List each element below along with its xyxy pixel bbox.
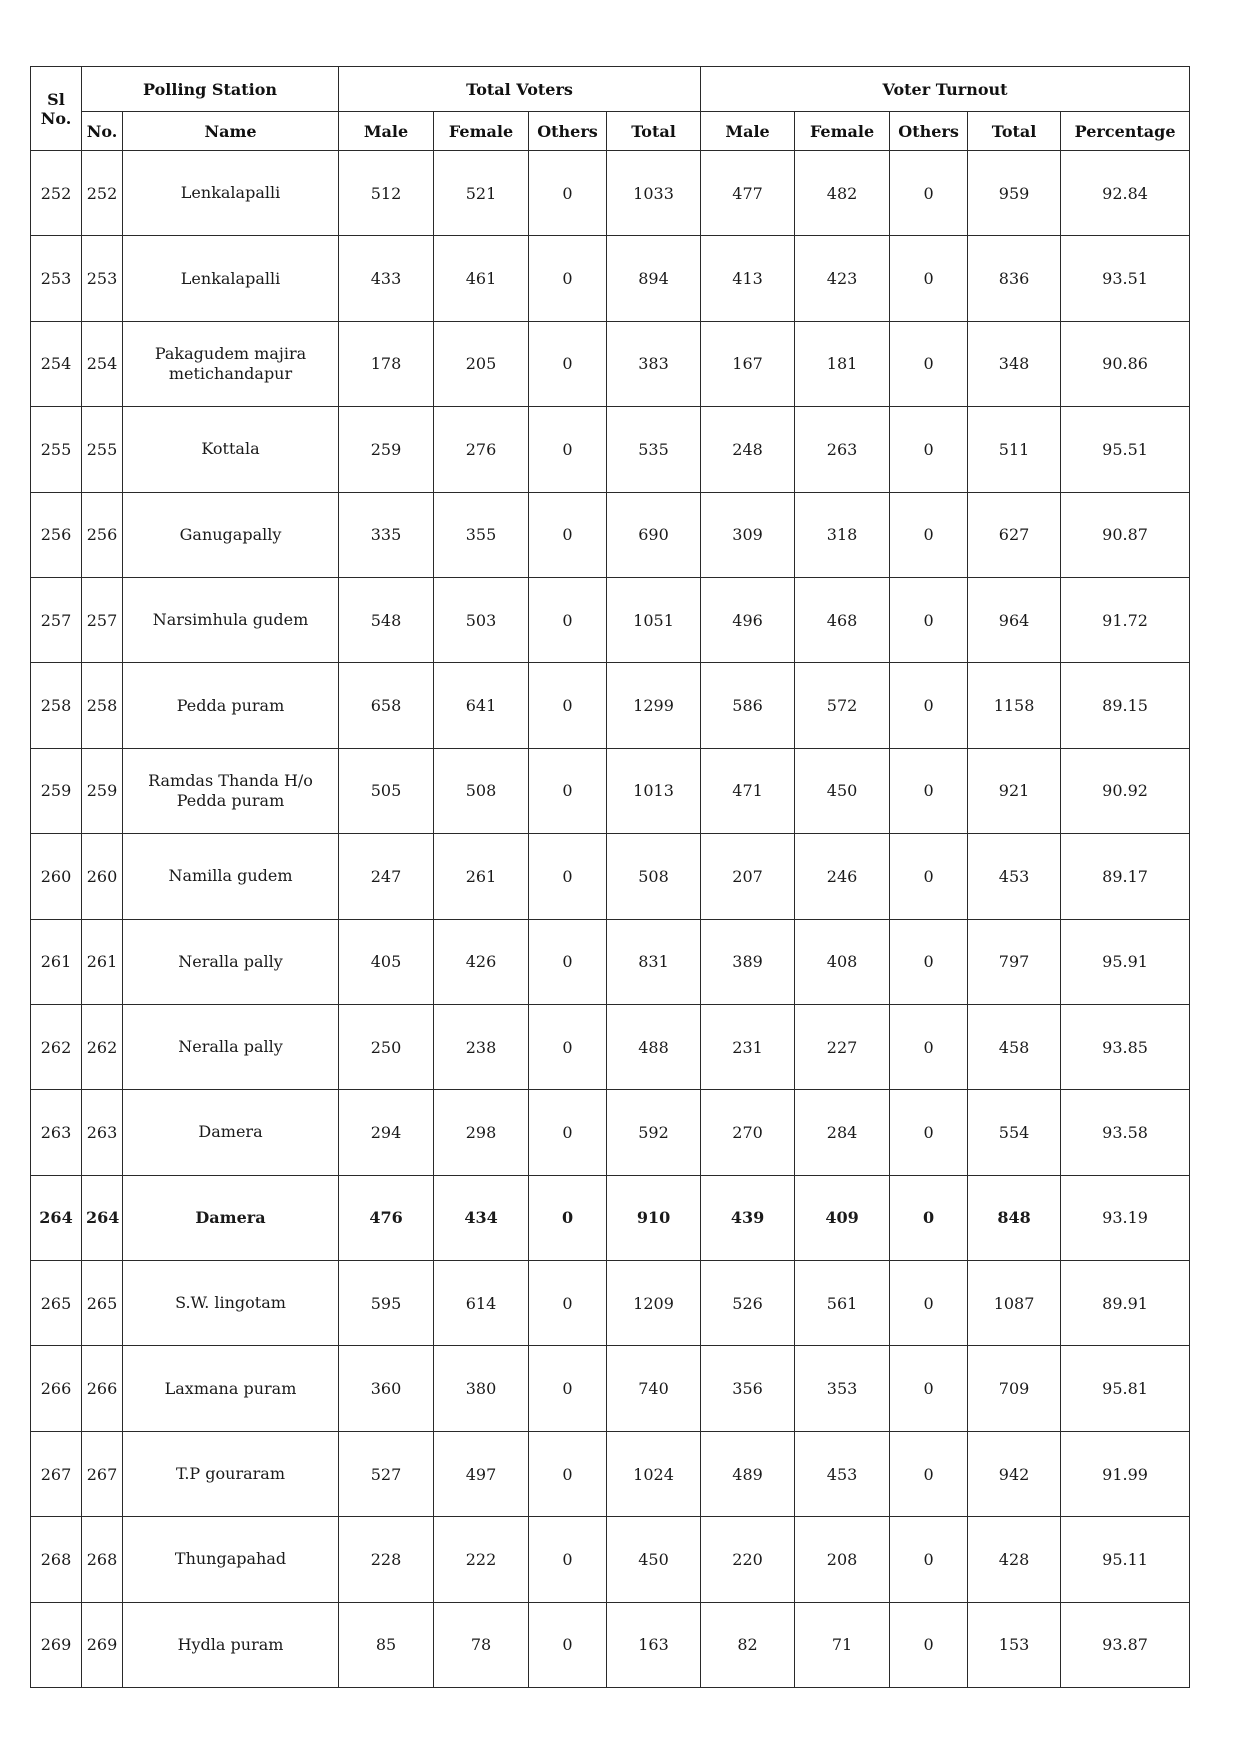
tv-male-cell: 250 xyxy=(339,1004,434,1089)
station-no-cell: 252 xyxy=(82,151,123,236)
tv-total-cell: 831 xyxy=(607,919,701,1004)
tv-female-cell: 497 xyxy=(434,1431,529,1516)
tv-male-cell: 505 xyxy=(339,748,434,833)
tv-male-cell: 85 xyxy=(339,1602,434,1687)
tv-others-cell: 0 xyxy=(529,407,607,492)
station-no-cell: 256 xyxy=(82,492,123,577)
total-voters-header: Total Voters xyxy=(339,67,701,112)
tv-male-cell: 527 xyxy=(339,1431,434,1516)
tv-female-cell: 78 xyxy=(434,1602,529,1687)
tv-female-cell: 434 xyxy=(434,1175,529,1260)
table-row xyxy=(31,919,1190,1004)
table-row xyxy=(31,1346,1190,1431)
tv-male-cell: 259 xyxy=(339,407,434,492)
station-no-cell: 260 xyxy=(82,834,123,919)
vt-others-cell: 0 xyxy=(890,834,968,919)
station-name-cell: Pedda puram xyxy=(123,663,339,748)
vt-others-cell: 0 xyxy=(890,492,968,577)
percentage-cell: 95.51 xyxy=(1061,407,1190,492)
tv-male-cell: 294 xyxy=(339,1090,434,1175)
percentage-cell: 95.91 xyxy=(1061,919,1190,1004)
sl-cell: 260 xyxy=(31,834,82,919)
vt-male-cell: 220 xyxy=(701,1517,795,1602)
vt-total-cell: 836 xyxy=(968,236,1061,321)
sl-cell: 259 xyxy=(31,748,82,833)
table-row xyxy=(31,663,1190,748)
station-name-cell: Laxmana puram xyxy=(123,1346,339,1431)
tv-male-cell: 335 xyxy=(339,492,434,577)
tv-female-header: Female xyxy=(434,112,529,151)
vt-female-cell: 468 xyxy=(795,577,890,662)
station-no-cell: 269 xyxy=(82,1602,123,1687)
station-no-cell: 262 xyxy=(82,1004,123,1089)
station-no-cell: 268 xyxy=(82,1517,123,1602)
station-name-cell: Lenkalapalli xyxy=(123,236,339,321)
vt-female-cell: 284 xyxy=(795,1090,890,1175)
header-row-sub xyxy=(31,112,1190,151)
tv-male-header: Male xyxy=(339,112,434,151)
station-no-cell: 255 xyxy=(82,407,123,492)
sl-cell: 261 xyxy=(31,919,82,1004)
tv-male-cell: 228 xyxy=(339,1517,434,1602)
percentage-cell: 93.58 xyxy=(1061,1090,1190,1175)
tv-others-cell: 0 xyxy=(529,151,607,236)
vt-total-cell: 348 xyxy=(968,321,1061,406)
sl-cell: 267 xyxy=(31,1431,82,1516)
vt-others-cell: 0 xyxy=(890,1602,968,1687)
tv-others-cell: 0 xyxy=(529,919,607,1004)
sl-cell: 252 xyxy=(31,151,82,236)
vt-male-cell: 82 xyxy=(701,1602,795,1687)
station-name-cell: Narsimhula gudem xyxy=(123,577,339,662)
tv-female-cell: 508 xyxy=(434,748,529,833)
vt-others-cell: 0 xyxy=(890,1431,968,1516)
vt-male-cell: 439 xyxy=(701,1175,795,1260)
vt-female-cell: 450 xyxy=(795,748,890,833)
sl-cell: 254 xyxy=(31,321,82,406)
sl-cell: 255 xyxy=(31,407,82,492)
vt-others-cell: 0 xyxy=(890,321,968,406)
sl-cell: 269 xyxy=(31,1602,82,1687)
sl-cell: 266 xyxy=(31,1346,82,1431)
tv-others-cell: 0 xyxy=(529,1431,607,1516)
station-no-cell: 264 xyxy=(82,1175,123,1260)
vt-others-header: Others xyxy=(890,112,968,151)
station-no-cell: 261 xyxy=(82,919,123,1004)
tv-total-cell: 508 xyxy=(607,834,701,919)
tv-others-cell: 0 xyxy=(529,492,607,577)
tv-total-header: Total xyxy=(607,112,701,151)
tv-total-cell: 383 xyxy=(607,321,701,406)
vt-male-cell: 207 xyxy=(701,834,795,919)
station-name-cell: Damera xyxy=(123,1175,339,1260)
vt-total-cell: 428 xyxy=(968,1517,1061,1602)
table-row xyxy=(31,1090,1190,1175)
percentage-cell: 93.85 xyxy=(1061,1004,1190,1089)
percentage-cell: 89.17 xyxy=(1061,834,1190,919)
sl-cell: 264 xyxy=(31,1175,82,1260)
tv-total-cell: 1299 xyxy=(607,663,701,748)
vt-others-cell: 0 xyxy=(890,663,968,748)
tv-female-cell: 641 xyxy=(434,663,529,748)
tv-female-cell: 503 xyxy=(434,577,529,662)
tv-others-cell: 0 xyxy=(529,1090,607,1175)
vt-total-cell: 959 xyxy=(968,151,1061,236)
tv-female-cell: 521 xyxy=(434,151,529,236)
percentage-cell: 90.92 xyxy=(1061,748,1190,833)
tv-total-cell: 740 xyxy=(607,1346,701,1431)
tv-female-cell: 205 xyxy=(434,321,529,406)
vt-total-cell: 709 xyxy=(968,1346,1061,1431)
vt-others-cell: 0 xyxy=(890,151,968,236)
vt-female-cell: 318 xyxy=(795,492,890,577)
vt-total-cell: 964 xyxy=(968,577,1061,662)
tv-others-cell: 0 xyxy=(529,321,607,406)
vt-male-cell: 471 xyxy=(701,748,795,833)
table-row xyxy=(31,321,1190,406)
percentage-cell: 95.11 xyxy=(1061,1517,1190,1602)
tv-others-cell: 0 xyxy=(529,663,607,748)
vt-male-cell: 586 xyxy=(701,663,795,748)
station-name-cell: S.W. lingotam xyxy=(123,1261,339,1346)
vt-others-cell: 0 xyxy=(890,1346,968,1431)
vt-total-cell: 1087 xyxy=(968,1261,1061,1346)
sl-cell: 268 xyxy=(31,1517,82,1602)
table-row xyxy=(31,577,1190,662)
tv-total-cell: 592 xyxy=(607,1090,701,1175)
tv-others-header: Others xyxy=(529,112,607,151)
vt-total-cell: 921 xyxy=(968,748,1061,833)
table-row xyxy=(31,492,1190,577)
voter-turnout-header: Voter Turnout xyxy=(701,67,1190,112)
tv-others-cell: 0 xyxy=(529,1175,607,1260)
percentage-cell: 93.19 xyxy=(1061,1175,1190,1260)
vt-others-cell: 0 xyxy=(890,577,968,662)
vt-female-cell: 408 xyxy=(795,919,890,1004)
vt-female-cell: 208 xyxy=(795,1517,890,1602)
tv-male-cell: 247 xyxy=(339,834,434,919)
vt-total-header: Total xyxy=(968,112,1061,151)
tv-total-cell: 450 xyxy=(607,1517,701,1602)
vt-male-cell: 389 xyxy=(701,919,795,1004)
tv-others-cell: 0 xyxy=(529,834,607,919)
station-no-cell: 263 xyxy=(82,1090,123,1175)
tv-others-cell: 0 xyxy=(529,1517,607,1602)
table-row xyxy=(31,236,1190,321)
percentage-cell: 93.87 xyxy=(1061,1602,1190,1687)
table-row xyxy=(31,407,1190,492)
vt-male-cell: 526 xyxy=(701,1261,795,1346)
vt-total-cell: 453 xyxy=(968,834,1061,919)
station-name-cell: Hydla puram xyxy=(123,1602,339,1687)
percentage-cell: 95.81 xyxy=(1061,1346,1190,1431)
percentage-cell: 91.72 xyxy=(1061,577,1190,662)
station-no-cell: 258 xyxy=(82,663,123,748)
vt-male-cell: 477 xyxy=(701,151,795,236)
vt-total-cell: 511 xyxy=(968,407,1061,492)
vt-female-cell: 453 xyxy=(795,1431,890,1516)
vt-others-cell: 0 xyxy=(890,1261,968,1346)
tv-female-cell: 238 xyxy=(434,1004,529,1089)
station-name-cell: Neralla pally xyxy=(123,919,339,1004)
tv-male-cell: 476 xyxy=(339,1175,434,1260)
vt-others-cell: 0 xyxy=(890,919,968,1004)
table-row xyxy=(31,1517,1190,1602)
table-row xyxy=(31,1004,1190,1089)
station-name-cell: Thungapahad xyxy=(123,1517,339,1602)
tv-total-cell: 1024 xyxy=(607,1431,701,1516)
vt-total-cell: 153 xyxy=(968,1602,1061,1687)
tv-male-cell: 658 xyxy=(339,663,434,748)
vt-total-cell: 942 xyxy=(968,1431,1061,1516)
tv-others-cell: 0 xyxy=(529,1261,607,1346)
tv-male-cell: 512 xyxy=(339,151,434,236)
station-name-cell: Kottala xyxy=(123,407,339,492)
vt-male-cell: 231 xyxy=(701,1004,795,1089)
station-no-cell: 254 xyxy=(82,321,123,406)
sl-cell: 256 xyxy=(31,492,82,577)
percentage-cell: 90.87 xyxy=(1061,492,1190,577)
station-no-cell: 265 xyxy=(82,1261,123,1346)
vt-female-cell: 409 xyxy=(795,1175,890,1260)
tv-female-cell: 461 xyxy=(434,236,529,321)
station-no-cell: 266 xyxy=(82,1346,123,1431)
vt-others-cell: 0 xyxy=(890,748,968,833)
tv-total-cell: 910 xyxy=(607,1175,701,1260)
name-header: Name xyxy=(123,112,339,151)
percentage-cell: 91.99 xyxy=(1061,1431,1190,1516)
vt-male-cell: 413 xyxy=(701,236,795,321)
vt-male-cell: 309 xyxy=(701,492,795,577)
station-name-cell: Namilla gudem xyxy=(123,834,339,919)
tv-others-cell: 0 xyxy=(529,1602,607,1687)
tv-female-cell: 426 xyxy=(434,919,529,1004)
station-no-cell: 253 xyxy=(82,236,123,321)
vt-total-cell: 554 xyxy=(968,1090,1061,1175)
vt-female-cell: 482 xyxy=(795,151,890,236)
vt-male-cell: 248 xyxy=(701,407,795,492)
tv-others-cell: 0 xyxy=(529,236,607,321)
tv-total-cell: 690 xyxy=(607,492,701,577)
sl-cell: 263 xyxy=(31,1090,82,1175)
vt-total-cell: 627 xyxy=(968,492,1061,577)
sl-cell: 258 xyxy=(31,663,82,748)
vt-female-cell: 353 xyxy=(795,1346,890,1431)
percentage-cell: 92.84 xyxy=(1061,151,1190,236)
vt-others-cell: 0 xyxy=(890,1517,968,1602)
vt-female-header: Female xyxy=(795,112,890,151)
vt-female-cell: 263 xyxy=(795,407,890,492)
tv-total-cell: 1033 xyxy=(607,151,701,236)
table-row xyxy=(31,834,1190,919)
vt-others-cell: 0 xyxy=(890,407,968,492)
tv-total-cell: 535 xyxy=(607,407,701,492)
tv-male-cell: 433 xyxy=(339,236,434,321)
vt-male-header: Male xyxy=(701,112,795,151)
table-row xyxy=(31,1431,1190,1516)
tv-female-cell: 298 xyxy=(434,1090,529,1175)
tv-female-cell: 261 xyxy=(434,834,529,919)
station-name-cell: Ganugapally xyxy=(123,492,339,577)
station-no-cell: 267 xyxy=(82,1431,123,1516)
tv-female-cell: 355 xyxy=(434,492,529,577)
vt-others-cell: 0 xyxy=(890,1175,968,1260)
station-name-cell: Lenkalapalli xyxy=(123,151,339,236)
vt-female-cell: 71 xyxy=(795,1602,890,1687)
tv-total-cell: 1013 xyxy=(607,748,701,833)
percentage-cell: 90.86 xyxy=(1061,321,1190,406)
header-row-top xyxy=(31,67,1190,112)
vt-total-cell: 797 xyxy=(968,919,1061,1004)
tv-male-cell: 548 xyxy=(339,577,434,662)
tv-others-cell: 0 xyxy=(529,748,607,833)
tv-total-cell: 1209 xyxy=(607,1261,701,1346)
sl-no-header: Sl No. xyxy=(31,67,82,151)
station-name-cell: Neralla pally xyxy=(123,1004,339,1089)
polling-station-header: Polling Station xyxy=(82,67,339,112)
tv-total-cell: 894 xyxy=(607,236,701,321)
vt-male-cell: 356 xyxy=(701,1346,795,1431)
tv-female-cell: 276 xyxy=(434,407,529,492)
vt-female-cell: 561 xyxy=(795,1261,890,1346)
vt-male-cell: 167 xyxy=(701,321,795,406)
station-no-cell: 257 xyxy=(82,577,123,662)
station-name-cell: Ramdas Thanda H/o Pedda puram xyxy=(123,748,339,833)
table-row xyxy=(31,748,1190,833)
table-row xyxy=(31,1261,1190,1346)
tv-male-cell: 405 xyxy=(339,919,434,1004)
tv-male-cell: 595 xyxy=(339,1261,434,1346)
table-row xyxy=(31,1175,1190,1260)
percentage-cell: 89.91 xyxy=(1061,1261,1190,1346)
vt-female-cell: 227 xyxy=(795,1004,890,1089)
station-name-cell: T.P gouraram xyxy=(123,1431,339,1516)
percentage-cell: 93.51 xyxy=(1061,236,1190,321)
polling-results-table xyxy=(30,66,1190,1688)
vt-male-cell: 489 xyxy=(701,1431,795,1516)
vt-total-cell: 458 xyxy=(968,1004,1061,1089)
vt-others-cell: 0 xyxy=(890,1004,968,1089)
percentage-cell: 89.15 xyxy=(1061,663,1190,748)
tv-total-cell: 488 xyxy=(607,1004,701,1089)
sl-cell: 253 xyxy=(31,236,82,321)
tv-others-cell: 0 xyxy=(529,1346,607,1431)
station-name-cell: Pakagudem majira metichandapur xyxy=(123,321,339,406)
vt-female-cell: 572 xyxy=(795,663,890,748)
sl-cell: 257 xyxy=(31,577,82,662)
table-row xyxy=(31,1602,1190,1687)
vt-others-cell: 0 xyxy=(890,1090,968,1175)
tv-total-cell: 1051 xyxy=(607,577,701,662)
table-row xyxy=(31,151,1190,236)
vt-female-cell: 246 xyxy=(795,834,890,919)
vt-others-cell: 0 xyxy=(890,236,968,321)
vt-male-cell: 496 xyxy=(701,577,795,662)
vt-total-cell: 1158 xyxy=(968,663,1061,748)
tv-female-cell: 222 xyxy=(434,1517,529,1602)
vt-female-cell: 423 xyxy=(795,236,890,321)
percentage-header: Percentage xyxy=(1061,112,1190,151)
table-body xyxy=(31,151,1190,1688)
station-no-cell: 259 xyxy=(82,748,123,833)
tv-male-cell: 178 xyxy=(339,321,434,406)
tv-male-cell: 360 xyxy=(339,1346,434,1431)
tv-female-cell: 380 xyxy=(434,1346,529,1431)
station-name-cell: Damera xyxy=(123,1090,339,1175)
tv-others-cell: 0 xyxy=(529,1004,607,1089)
sl-cell: 262 xyxy=(31,1004,82,1089)
vt-female-cell: 181 xyxy=(795,321,890,406)
vt-male-cell: 270 xyxy=(701,1090,795,1175)
sl-cell: 265 xyxy=(31,1261,82,1346)
tv-others-cell: 0 xyxy=(529,577,607,662)
tv-total-cell: 163 xyxy=(607,1602,701,1687)
vt-total-cell: 848 xyxy=(968,1175,1061,1260)
no-header: No. xyxy=(82,112,123,151)
tv-female-cell: 614 xyxy=(434,1261,529,1346)
